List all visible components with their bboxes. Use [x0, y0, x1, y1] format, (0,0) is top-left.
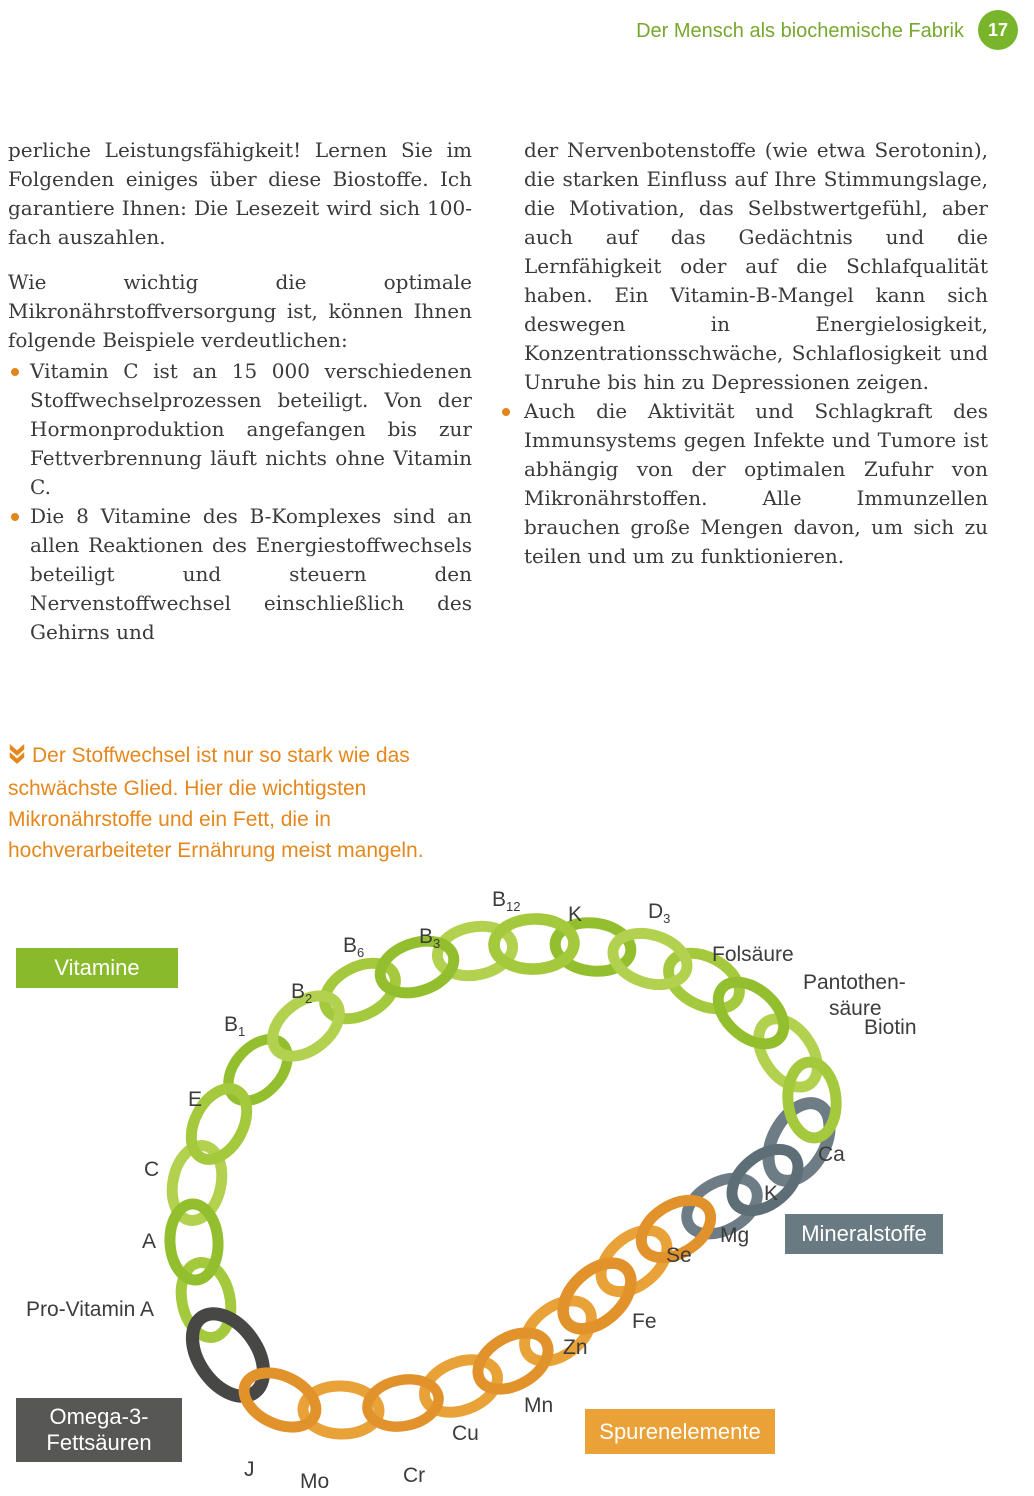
nutrient-label: Zn — [563, 1336, 588, 1359]
nutrient-label: Folsäure — [712, 943, 794, 966]
nutrient-label: Cu — [452, 1422, 479, 1445]
nutrient-label: Pantothen- — [803, 971, 906, 994]
page-number-badge: 17 — [978, 10, 1018, 50]
group-label-mineralstoffe: Mineralstoffe — [785, 1214, 943, 1254]
nutrient-label: A — [142, 1230, 157, 1253]
mineralstoffe-chain-link — [720, 1137, 809, 1223]
vitamine-chain-link — [707, 970, 796, 1056]
nutrient-label: C — [144, 1158, 160, 1181]
paragraph-continuation: der Nervenbotenstoffe (wie etwa Serotonin), die starken Einfluss auf Ihre Stimmungslage, die Motivation, das Selbstwertgefühl, aber auch auf das Gedächtnis und die Lernfähigkeit oder auf die Schlafqualität haben. Ein Vitamin-B-Mangel kann sich deswegen in Energielosigkeit, Konzentrationsschwäche, Schlaflosigkeit und Unruhe bis hin zu Depressionen zeigen. — [524, 138, 988, 394]
nutrient-label: Pro-Vitamin A — [26, 1298, 154, 1321]
nutrient-label: $B_1$ — [224, 1013, 246, 1040]
nutrient-label: E — [188, 1088, 203, 1111]
nutrient-label: Mg — [720, 1224, 750, 1247]
group-label-omega3: Omega-3- Fettsäuren — [16, 1398, 182, 1462]
bullet-item: Die 8 Vitamine des B-Komplexes sind an allen Reaktionen des Energiestoffwechsels beteiligt und steuern den Nervenstoffwechsel einschließlich des Gehirns und — [8, 502, 472, 647]
group-label-vitamine: Vitamine — [16, 948, 178, 988]
nutrient-label: $B_6$ — [343, 934, 365, 961]
spurenelemente-chain-link — [235, 1362, 324, 1438]
nutrient-label: Ca — [818, 1143, 845, 1166]
nutrient-label: Mo — [300, 1470, 330, 1493]
bullet-item: Auch die Aktivität und Schlagkraft des Immunsystems gegen Infekte und Tumore ist abhängig von der optimalen Zufuhr von Mikronährstoffen. Alle Immunzellen brauchen große Mengen davon, um sich zu teilen und um zu funktionieren. — [500, 397, 988, 571]
spurenelemente-chain-link — [468, 1321, 558, 1401]
nutrient-label: $D_3$ — [648, 900, 671, 927]
nutrient-label: $B_2$ — [291, 980, 313, 1007]
nutrient-label: Cr — [403, 1464, 426, 1487]
nutrient-label: Mn — [524, 1394, 554, 1417]
nutrient-label: Se — [666, 1244, 692, 1267]
group-label-spurenelemente: Spurenelemente — [585, 1409, 775, 1454]
nutrient-label: säure — [829, 997, 882, 1020]
spurenelemente-chain-link — [551, 1250, 644, 1341]
vitamine-chain-link — [217, 1028, 299, 1112]
nutrient-label: K — [764, 1182, 779, 1205]
nutrient-label: $B_{12}$ — [492, 888, 521, 915]
caption-text: Der Stoffwechsel ist nur so stark wie das schwächste Glied. Hier die wichtigsten Mikronährstoffe und ein Fett, die in hochverarbeiteter Ernährung meist mangeln. — [8, 744, 424, 862]
nutrient-label: J — [244, 1458, 255, 1481]
paragraph: perliche Leistungsfähigkeit! Lernen Sie im Folgenden einiges über diese Biostoffe. Ich garantiere Ihnen: Die Lesezeit wird sich 100-fach auszahlen. — [8, 138, 472, 249]
bullet-item: Vitamin C ist an 15 000 verschiedenen Stoffwechselprozessen beteiligt. Von der Hormonproduktion angefangen bis zur Fettverbrennung läuft nichts ohne Vitamin C. — [8, 357, 472, 502]
omega3-chain-link — [178, 1301, 278, 1410]
vitamine-chain-link — [373, 932, 460, 1002]
nutrient-label: Biotin — [864, 1016, 917, 1039]
running-head: Der Mensch als biochemische Fabrik — [636, 20, 964, 42]
nutrient-label: $B_3$ — [419, 925, 441, 952]
vitamine-chain-link — [607, 925, 694, 993]
paragraph: Wie wichtig die optimale Mikronährstoffversorgung ist, können Ihnen folgende Beispiele verdeutlichen: — [8, 270, 472, 352]
nutrient-label: Fe — [632, 1310, 657, 1333]
vitamine-chain-link — [493, 918, 575, 971]
nutrient-label: K — [568, 903, 583, 926]
